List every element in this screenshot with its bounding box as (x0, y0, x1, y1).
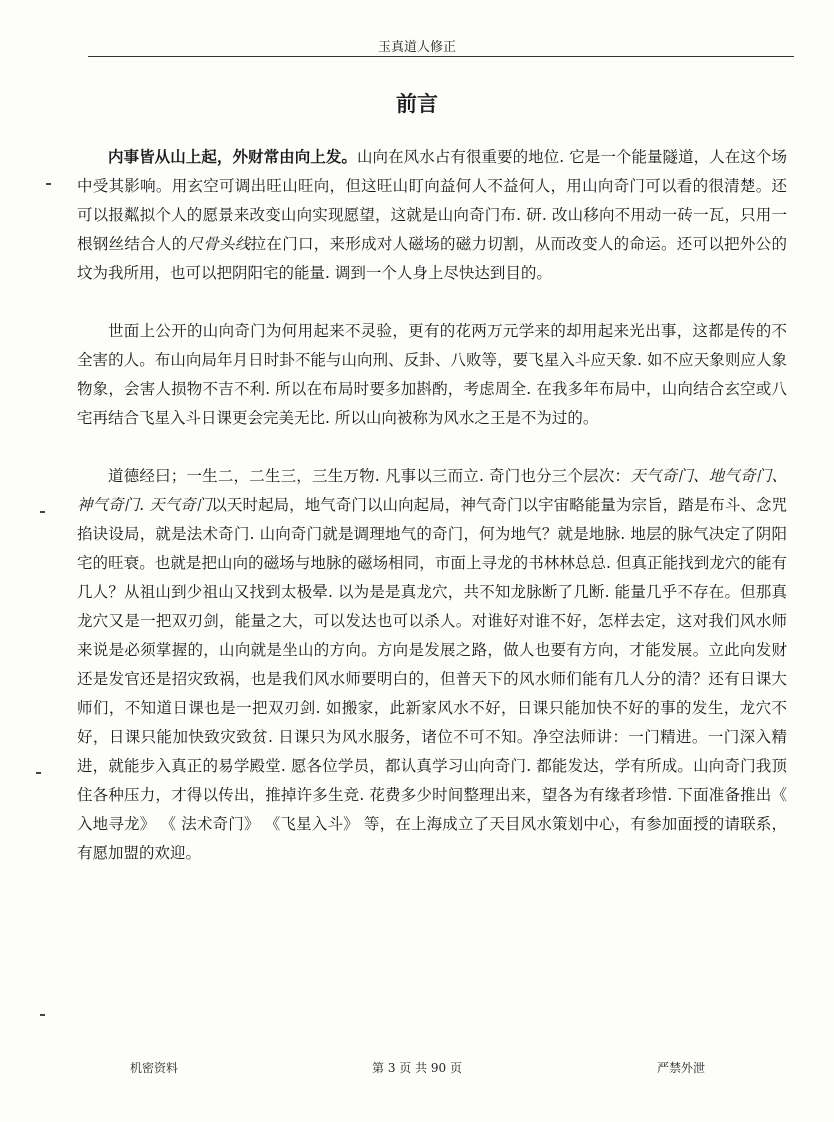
paragraph-1-text-a: 山向在风水占有很重要的地位. 它是一个能量隧道，人在这个场中受其影响。用玄空可调出旺山旺向，但这旺山盯向益何人不益何人，用山向奇门可以看的很清楚。还可以报粼拟个人的愿景来改变山向实现愿望，这就是山向奇门布. 研. 改山移向不用动一砖一瓦，只用一根钢丝结合人的 (77, 148, 787, 253)
paragraph-3-text-b: 以天时起局，地气奇门以山向起局，神气奇门以宇宙略能量为宗旨，踏是布斗、念咒掐诀设局，就是法术奇门. 山向奇门就是调理地气的奇门，何为地气？就是地脉. 地层的脉气决定了阴阳宅的旺衰。也就是把山向的磁场与地脉的磁场相同，市面上寻龙的书林林总总. 但真正能找到龙穴的能有几人？从祖山到少祖山又找到太极晕. 以为是是真龙穴，共不知龙脉断了几断. 能量几乎不存在。但那真龙穴又是一把双刃剑，能量之大，可以发达也可以杀人。对谁好对谁不好，怎样去定，这对我们风水师来说是必须掌握的，山向就是坐山的方向。方向是发展之路，做人也要有方向，才能发展。立此向发财还是发官还是招灾致祸，也是我们风水师要明白的，但普天下的风水师们能有几人分的清？还有日课大师们，不知道日课也是一把双刃剑. 如搬家，此新家风水不好，日课只能加快不好的事的发生，龙穴不好，日课只能加快致灾致贫. 日课只为风水服务，诸位不可不知。净空法师讲：一门精进。一门深入精进，就能步入真正的易学殿堂. 愿各位学员，都认真学习山向奇门. 都能发达，学有所成。山向奇门我顶住各种压力，才得以传出，推掉许多生竞. 花费多少时间整理出来，望各为有缘者珍惜. 下面准备推出《 入地寻龙》 《 法术奇门》 《飞星入斗》 等，在上海成立了天目风水策划中心，有参加面授的请联系，有愿加盟的欢迎。 (77, 496, 787, 862)
running-header: 玉真道人修正 (377, 40, 456, 55)
page-number: 第 3 页 共 90 页 (372, 1061, 462, 1075)
paragraph-1-lead: 内事皆从山上起，外财常由向上发。 (108, 147, 357, 166)
paragraph-1 (77, 142, 787, 288)
scan-speck (40, 1014, 45, 1016)
paragraph-2: 世面上公开的山向奇门为何用起来不灵验，更有的花两万元学来的却用起来光出事，这都是传的不全害的人。布山向局年月日时卦不能与山向刑、反卦、八败等，要飞星入斗应天象. 如不应天象则应人象物象，会害人损物不吉不利. 所以在布局时要多加斟酌，考虑周全. 在我多年布局中，山向结合玄空或八宅再结合飞星入斗日课更会完美无比. 所以山向被称为风水之王是不为过的。 (77, 322, 787, 427)
paragraph-3-italic: 天气奇门、地气奇门、神气奇门. 天气奇门 (77, 467, 787, 514)
scan-speck (46, 183, 51, 185)
scan-speck (40, 511, 45, 513)
footer-confidential-label: 机密资料 (130, 1061, 179, 1075)
scan-speck (36, 772, 41, 774)
paragraph-3-text-a: 道德经曰；一生二，二生三，三生万物. 凡事以三而立. 奇门也分三个层次： (108, 467, 631, 485)
footer-no-leak-label: 严禁外泄 (657, 1061, 706, 1075)
paragraph-3 (77, 462, 787, 868)
header-rule (88, 56, 794, 57)
paragraph-1-text-b: 拉在门口，来形成对人磁场的磁力切割，从而改变人的命运。还可以把外公的坟为我所用，也可以把阴阳宅的能量. 调到一个人身上尽快达到目的。 (77, 235, 787, 282)
paragraph-1-italic: 尺骨头线 (187, 235, 251, 253)
page-title: 前言 (396, 91, 438, 116)
document-body (77, 142, 787, 897)
